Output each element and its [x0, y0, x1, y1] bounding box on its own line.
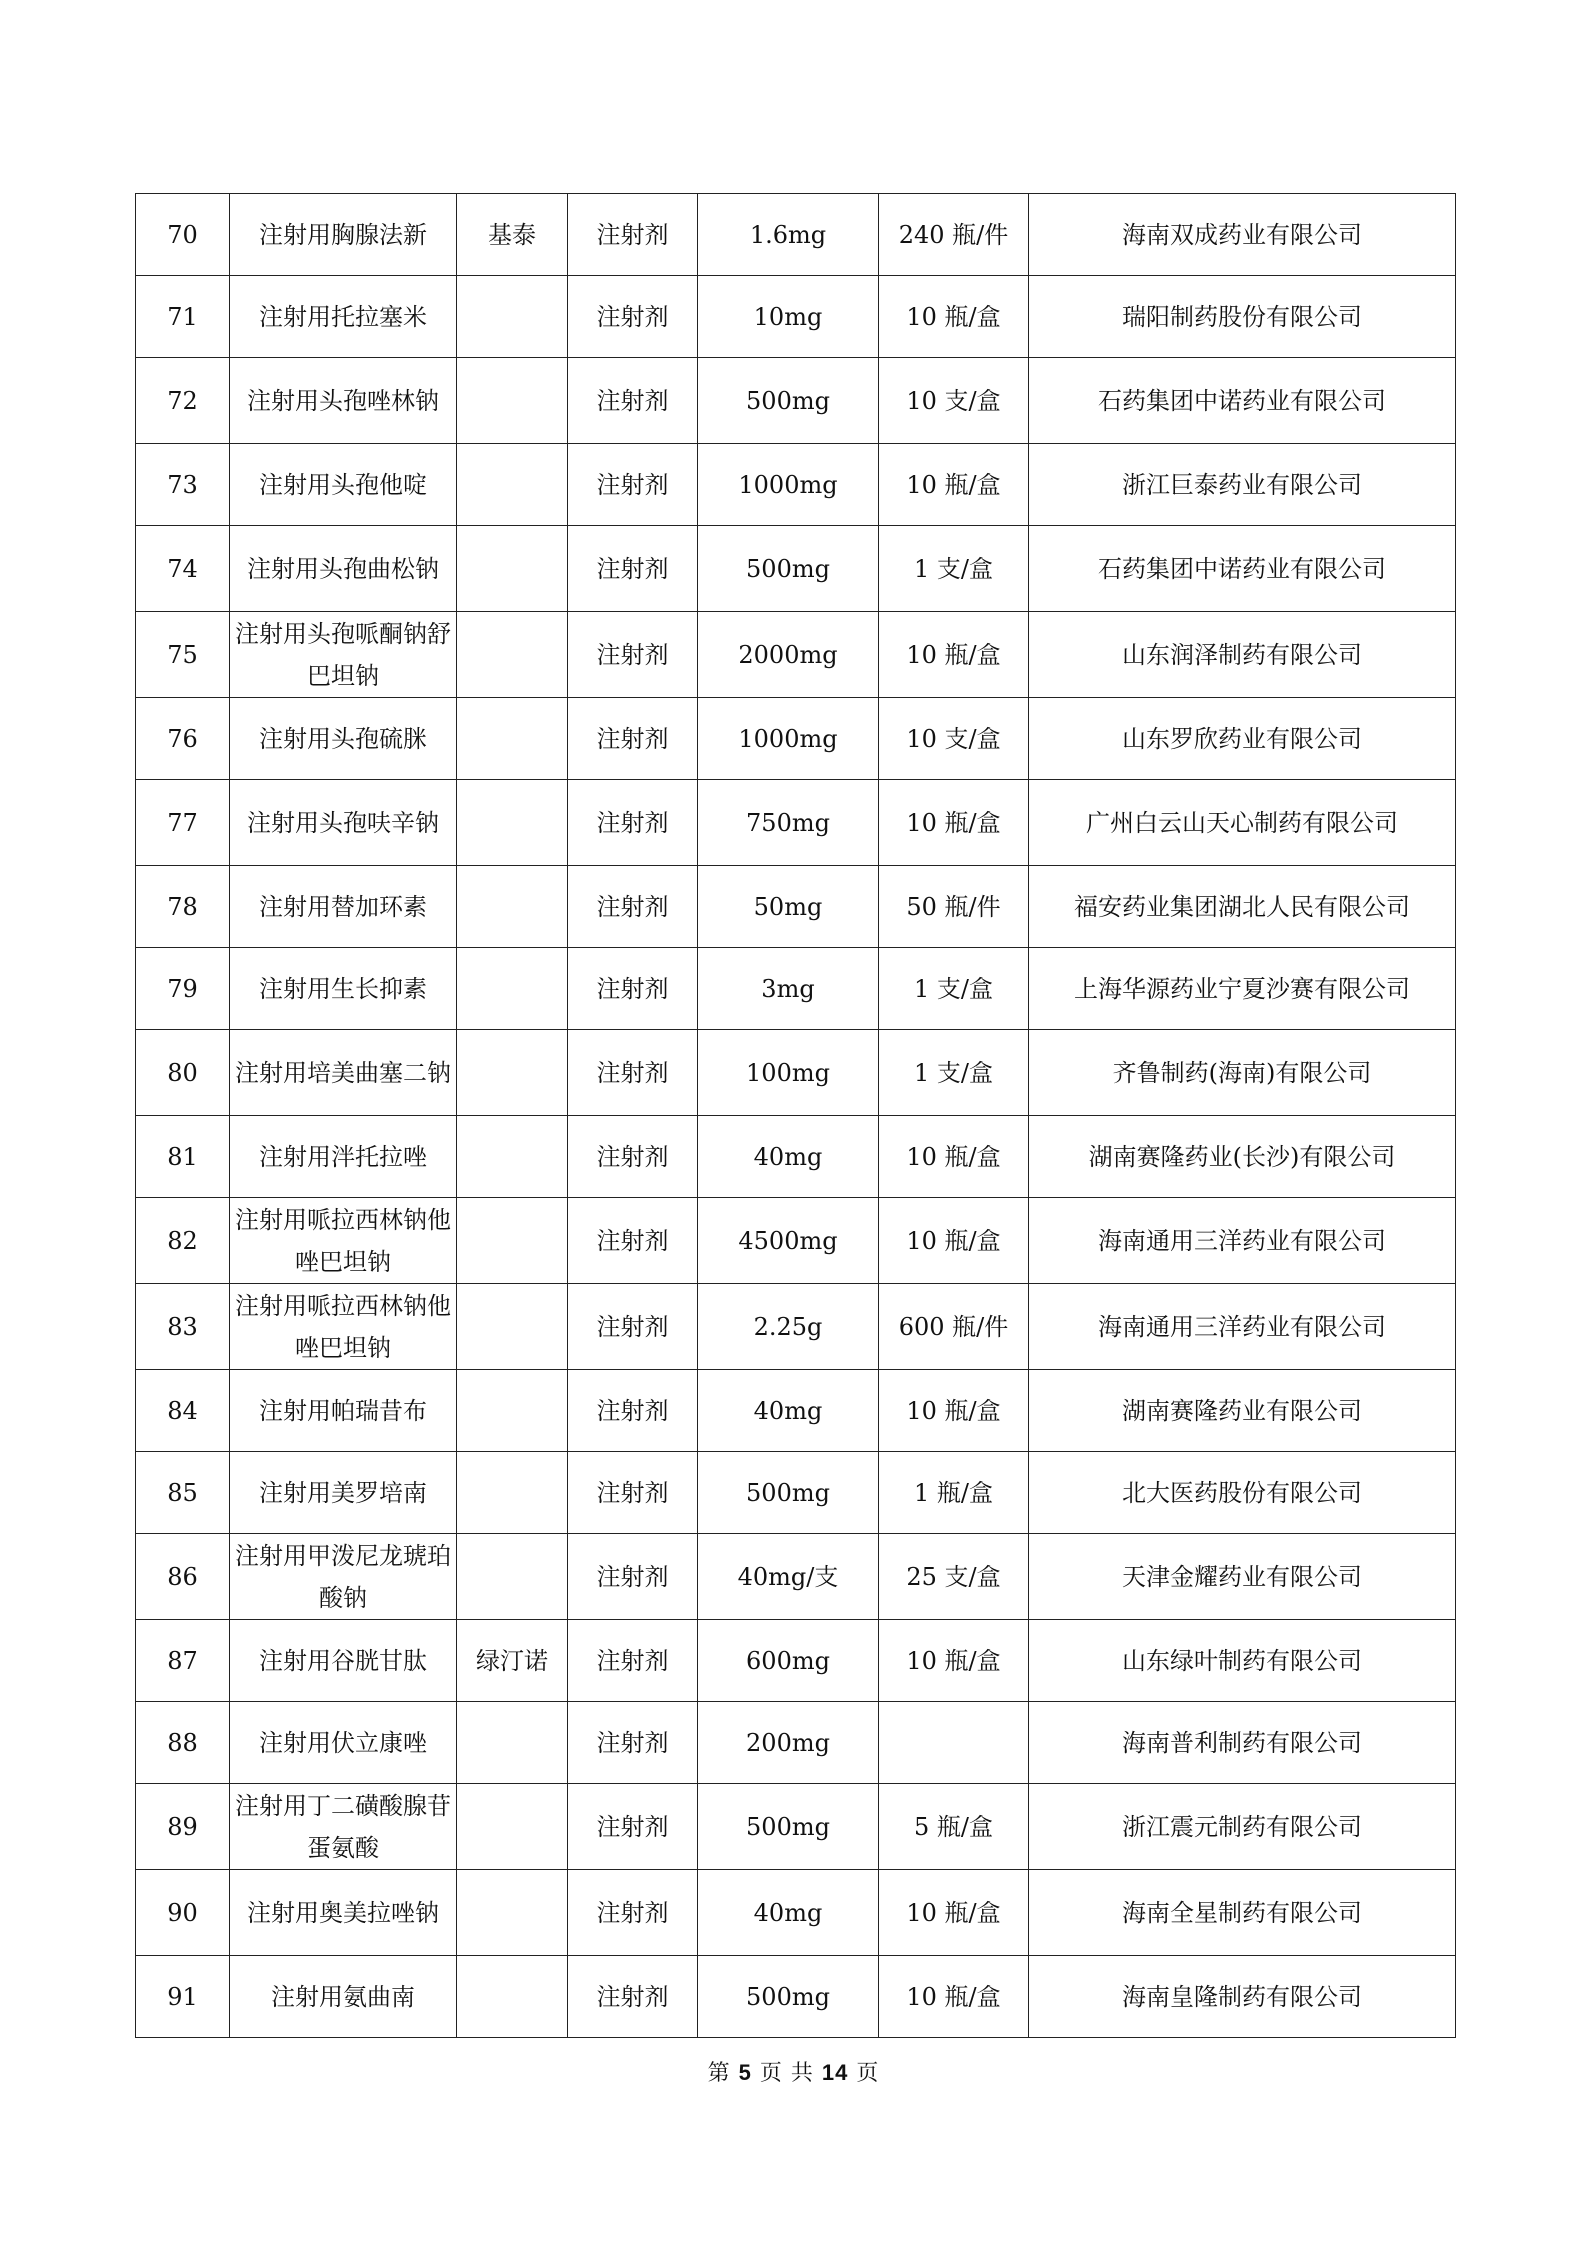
cell-packaging: 1 支/盒	[879, 1030, 1029, 1116]
cell-number: 82	[136, 1198, 230, 1284]
cell-drug-name: 注射用替加环素	[230, 866, 457, 948]
table-row	[136, 698, 1456, 780]
cell-packaging: 1 支/盒	[879, 526, 1029, 612]
cell-drug-name: 注射用头孢曲松钠	[230, 526, 457, 612]
cell-brand	[457, 948, 568, 1030]
cell-number: 77	[136, 780, 230, 866]
cell-number: 90	[136, 1870, 230, 1956]
cell-drug-name: 注射用胸腺法新	[230, 194, 457, 276]
cell-packaging: 10 瓶/盒	[879, 1956, 1029, 2038]
table-row	[136, 1784, 1456, 1870]
cell-specification: 10mg	[698, 276, 879, 358]
table-row	[136, 1030, 1456, 1116]
cell-drug-name: 注射用丁二磺酸腺苷蛋氨酸	[230, 1784, 457, 1870]
cell-specification: 2000mg	[698, 612, 879, 698]
cell-manufacturer: 海南皇隆制药有限公司	[1029, 1956, 1456, 2038]
cell-specification: 1000mg	[698, 698, 879, 780]
cell-specification: 40mg	[698, 1870, 879, 1956]
cell-drug-name: 注射用泮托拉唑	[230, 1116, 457, 1198]
cell-drug-name: 注射用头孢他啶	[230, 444, 457, 526]
cell-number: 83	[136, 1284, 230, 1370]
cell-number: 78	[136, 866, 230, 948]
cell-packaging: 10 瓶/盒	[879, 612, 1029, 698]
table-row	[136, 1116, 1456, 1198]
cell-dosage-form: 注射剂	[568, 194, 698, 276]
table-row	[136, 612, 1456, 698]
cell-brand	[457, 698, 568, 780]
cell-number: 80	[136, 1030, 230, 1116]
cell-dosage-form: 注射剂	[568, 1702, 698, 1784]
cell-specification: 200mg	[698, 1702, 879, 1784]
footer-suffix: 页	[856, 2061, 880, 2086]
cell-packaging: 25 支/盒	[879, 1534, 1029, 1620]
cell-brand	[457, 1370, 568, 1452]
cell-brand	[457, 276, 568, 358]
cell-number: 85	[136, 1452, 230, 1534]
cell-brand	[457, 1030, 568, 1116]
cell-packaging	[879, 1702, 1029, 1784]
cell-brand	[457, 1956, 568, 2038]
cell-manufacturer: 天津金耀药业有限公司	[1029, 1534, 1456, 1620]
table-row	[136, 1284, 1456, 1370]
cell-dosage-form: 注射剂	[568, 276, 698, 358]
cell-packaging: 50 瓶/件	[879, 866, 1029, 948]
cell-dosage-form: 注射剂	[568, 1198, 698, 1284]
table-row	[136, 780, 1456, 866]
cell-number: 81	[136, 1116, 230, 1198]
cell-dosage-form: 注射剂	[568, 1030, 698, 1116]
cell-drug-name: 注射用头孢哌酮钠舒巴坦钠	[230, 612, 457, 698]
cell-manufacturer: 广州白云山天心制药有限公司	[1029, 780, 1456, 866]
cell-packaging: 1 瓶/盒	[879, 1452, 1029, 1534]
cell-manufacturer: 海南双成药业有限公司	[1029, 194, 1456, 276]
cell-dosage-form: 注射剂	[568, 1116, 698, 1198]
table-row	[136, 358, 1456, 444]
cell-brand	[457, 1702, 568, 1784]
cell-dosage-form: 注射剂	[568, 1534, 698, 1620]
cell-dosage-form: 注射剂	[568, 1784, 698, 1870]
cell-brand: 绿汀诺	[457, 1620, 568, 1702]
cell-number: 87	[136, 1620, 230, 1702]
cell-dosage-form: 注射剂	[568, 358, 698, 444]
cell-manufacturer: 上海华源药业宁夏沙赛有限公司	[1029, 948, 1456, 1030]
cell-dosage-form: 注射剂	[568, 780, 698, 866]
cell-brand	[457, 1784, 568, 1870]
cell-specification: 40mg/支	[698, 1534, 879, 1620]
cell-drug-name: 注射用头孢硫脒	[230, 698, 457, 780]
cell-manufacturer: 瑞阳制药股份有限公司	[1029, 276, 1456, 358]
cell-manufacturer: 山东润泽制药有限公司	[1029, 612, 1456, 698]
cell-specification: 4500mg	[698, 1198, 879, 1284]
cell-dosage-form: 注射剂	[568, 1370, 698, 1452]
cell-manufacturer: 石药集团中诺药业有限公司	[1029, 358, 1456, 444]
table-row	[136, 1452, 1456, 1534]
table-row	[136, 1956, 1456, 2038]
cell-dosage-form: 注射剂	[568, 1284, 698, 1370]
cell-brand	[457, 1284, 568, 1370]
cell-number: 71	[136, 276, 230, 358]
footer-prefix: 第	[707, 2061, 731, 2086]
cell-packaging: 10 瓶/盒	[879, 276, 1029, 358]
cell-packaging: 10 瓶/盒	[879, 1198, 1029, 1284]
cell-drug-name: 注射用哌拉西林钠他唑巴坦钠	[230, 1198, 457, 1284]
cell-number: 84	[136, 1370, 230, 1452]
cell-dosage-form: 注射剂	[568, 1452, 698, 1534]
cell-dosage-form: 注射剂	[568, 526, 698, 612]
cell-specification: 500mg	[698, 1956, 879, 2038]
cell-packaging: 10 瓶/盒	[879, 1620, 1029, 1702]
cell-brand	[457, 1870, 568, 1956]
cell-packaging: 10 支/盒	[879, 698, 1029, 780]
cell-specification: 40mg	[698, 1370, 879, 1452]
cell-dosage-form: 注射剂	[568, 612, 698, 698]
cell-manufacturer: 齐鲁制药(海南)有限公司	[1029, 1030, 1456, 1116]
cell-manufacturer: 湖南赛隆药业有限公司	[1029, 1370, 1456, 1452]
cell-number: 70	[136, 194, 230, 276]
footer-page-number: 5	[738, 2060, 752, 2085]
cell-brand	[457, 444, 568, 526]
table-row	[136, 1534, 1456, 1620]
cell-manufacturer: 山东绿叶制药有限公司	[1029, 1620, 1456, 1702]
cell-specification: 1.6mg	[698, 194, 879, 276]
cell-drug-name: 注射用生长抑素	[230, 948, 457, 1030]
cell-brand	[457, 612, 568, 698]
cell-number: 86	[136, 1534, 230, 1620]
cell-number: 88	[136, 1702, 230, 1784]
table-row	[136, 866, 1456, 948]
footer-middle: 页 共	[759, 2061, 814, 2086]
cell-specification: 500mg	[698, 358, 879, 444]
cell-drug-name: 注射用甲泼尼龙琥珀酸钠	[230, 1534, 457, 1620]
cell-dosage-form: 注射剂	[568, 1956, 698, 2038]
cell-number: 73	[136, 444, 230, 526]
cell-packaging: 10 瓶/盒	[879, 1370, 1029, 1452]
cell-drug-name: 注射用托拉塞米	[230, 276, 457, 358]
cell-manufacturer: 海南普利制药有限公司	[1029, 1702, 1456, 1784]
cell-number: 74	[136, 526, 230, 612]
cell-number: 89	[136, 1784, 230, 1870]
cell-number: 72	[136, 358, 230, 444]
cell-brand	[457, 1198, 568, 1284]
cell-packaging: 10 瓶/盒	[879, 780, 1029, 866]
cell-number: 91	[136, 1956, 230, 2038]
cell-brand	[457, 866, 568, 948]
table-row	[136, 444, 1456, 526]
cell-manufacturer: 福安药业集团湖北人民有限公司	[1029, 866, 1456, 948]
cell-packaging: 10 瓶/盒	[879, 1116, 1029, 1198]
cell-specification: 500mg	[698, 526, 879, 612]
cell-brand	[457, 1534, 568, 1620]
cell-manufacturer: 湖南赛隆药业(长沙)有限公司	[1029, 1116, 1456, 1198]
cell-number: 79	[136, 948, 230, 1030]
cell-drug-name: 注射用奥美拉唑钠	[230, 1870, 457, 1956]
cell-packaging: 5 瓶/盒	[879, 1784, 1029, 1870]
cell-dosage-form: 注射剂	[568, 444, 698, 526]
cell-brand: 基泰	[457, 194, 568, 276]
cell-brand	[457, 1116, 568, 1198]
cell-specification: 750mg	[698, 780, 879, 866]
cell-drug-name: 注射用帕瑞昔布	[230, 1370, 457, 1452]
cell-packaging: 240 瓶/件	[879, 194, 1029, 276]
cell-packaging: 10 瓶/盒	[879, 1870, 1029, 1956]
cell-dosage-form: 注射剂	[568, 1620, 698, 1702]
cell-manufacturer: 石药集团中诺药业有限公司	[1029, 526, 1456, 612]
cell-drug-name: 注射用哌拉西林钠他唑巴坦钠	[230, 1284, 457, 1370]
cell-manufacturer: 山东罗欣药业有限公司	[1029, 698, 1456, 780]
cell-specification: 600mg	[698, 1620, 879, 1702]
cell-specification: 2.25g	[698, 1284, 879, 1370]
cell-dosage-form: 注射剂	[568, 1870, 698, 1956]
cell-drug-name: 注射用美罗培南	[230, 1452, 457, 1534]
cell-dosage-form: 注射剂	[568, 866, 698, 948]
cell-manufacturer: 海南通用三洋药业有限公司	[1029, 1284, 1456, 1370]
cell-packaging: 1 支/盒	[879, 948, 1029, 1030]
cell-manufacturer: 海南全星制药有限公司	[1029, 1870, 1456, 1956]
cell-specification: 1000mg	[698, 444, 879, 526]
table-row	[136, 194, 1456, 276]
cell-specification: 50mg	[698, 866, 879, 948]
cell-drug-name: 注射用头孢呋辛钠	[230, 780, 457, 866]
cell-brand	[457, 358, 568, 444]
footer-total-pages: 14	[821, 2060, 849, 2085]
table-row	[136, 1620, 1456, 1702]
cell-drug-name: 注射用培美曲塞二钠	[230, 1030, 457, 1116]
cell-manufacturer: 浙江巨泰药业有限公司	[1029, 444, 1456, 526]
cell-brand	[457, 526, 568, 612]
cell-brand	[457, 780, 568, 866]
cell-drug-name: 注射用伏立康唑	[230, 1702, 457, 1784]
cell-drug-name: 注射用氨曲南	[230, 1956, 457, 2038]
cell-specification: 100mg	[698, 1030, 879, 1116]
cell-packaging: 10 瓶/盒	[879, 444, 1029, 526]
table-row	[136, 1198, 1456, 1284]
table-row	[136, 948, 1456, 1030]
cell-specification: 3mg	[698, 948, 879, 1030]
cell-dosage-form: 注射剂	[568, 698, 698, 780]
table-row	[136, 1870, 1456, 1956]
cell-specification: 500mg	[698, 1452, 879, 1534]
table-row	[136, 276, 1456, 358]
cell-packaging: 600 瓶/件	[879, 1284, 1029, 1370]
drug-list-table	[135, 193, 1456, 2038]
cell-drug-name: 注射用头孢唑林钠	[230, 358, 457, 444]
cell-dosage-form: 注射剂	[568, 948, 698, 1030]
cell-packaging: 10 支/盒	[879, 358, 1029, 444]
cell-manufacturer: 海南通用三洋药业有限公司	[1029, 1198, 1456, 1284]
table-row	[136, 1370, 1456, 1452]
cell-drug-name: 注射用谷胱甘肽	[230, 1620, 457, 1702]
cell-number: 76	[136, 698, 230, 780]
cell-number: 75	[136, 612, 230, 698]
cell-specification: 40mg	[698, 1116, 879, 1198]
cell-manufacturer: 浙江震元制药有限公司	[1029, 1784, 1456, 1870]
cell-brand	[457, 1452, 568, 1534]
cell-manufacturer: 北大医药股份有限公司	[1029, 1452, 1456, 1534]
table-row	[136, 526, 1456, 612]
table-row	[136, 1702, 1456, 1784]
page-footer	[0, 2056, 1587, 2087]
table-body	[136, 194, 1456, 2038]
cell-specification: 500mg	[698, 1784, 879, 1870]
